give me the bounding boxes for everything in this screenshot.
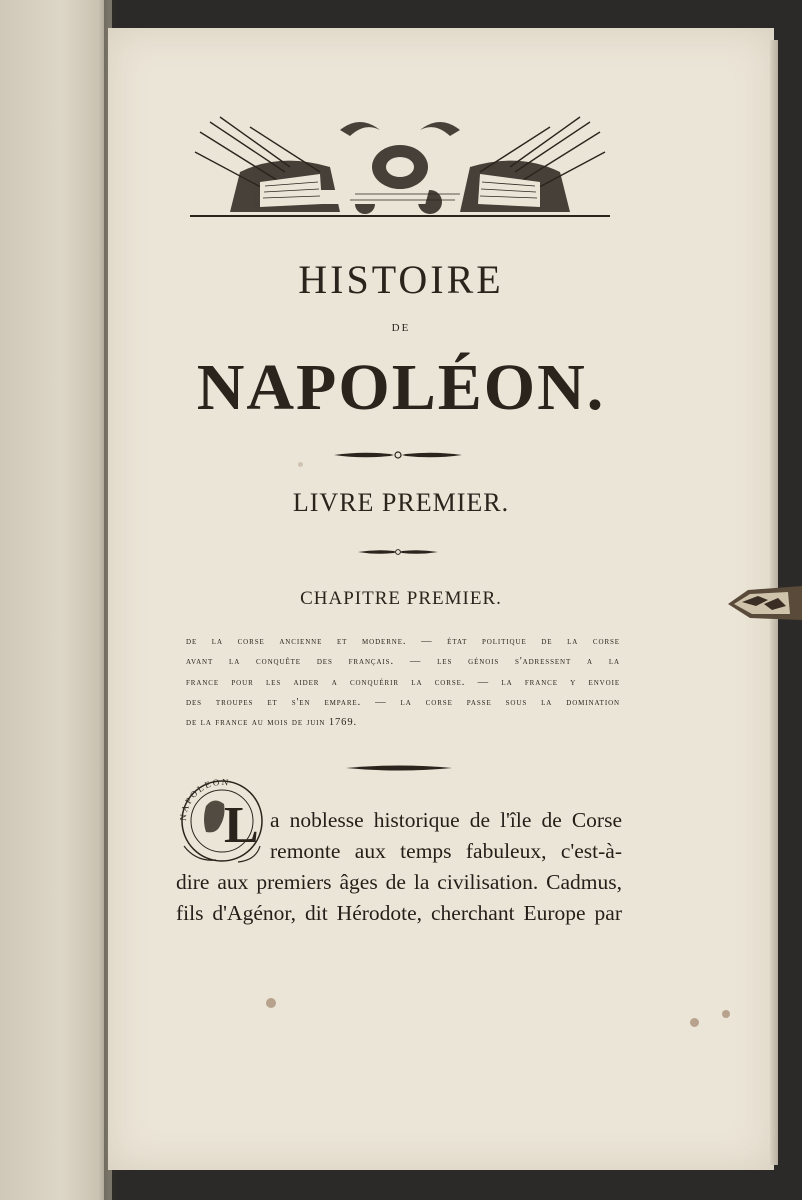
title-histoire: HISTOIRE [298, 257, 504, 302]
chapter-heading: CHAPITRE PREMIER. [300, 588, 502, 609]
chapter-summary [186, 632, 620, 733]
body-line: dire aux premiers âges de la civilisation. Cadmus, [176, 870, 622, 894]
ornamental-rule [332, 448, 464, 462]
foxing-spot [690, 1018, 699, 1027]
body-text [176, 805, 622, 929]
body-line: fils d'Agénor, dit Hérodote, cherchant Europe par [176, 901, 622, 925]
foxing-spot [266, 998, 276, 1008]
engraved-trophy-vignette [190, 112, 610, 222]
body-line: remonte aux temps fabuleux, c'est-à- [270, 839, 622, 863]
ornamental-rule [344, 763, 454, 773]
dropcap-ring-text: NAPOLEON [177, 776, 231, 822]
livre-heading: LIVRE PREMIER. [292, 488, 510, 517]
summary-line: de la france au mois de juin 1769. [186, 717, 357, 729]
summary-line: de la corse ancienne et moderne. — état politique de la corse [186, 636, 620, 647]
foxing-spot [298, 462, 303, 467]
title-de: DE [391, 322, 411, 334]
summary-line: avant la conquête des français. — les génois s'adressent a la [186, 656, 620, 668]
body-line: a noblesse historique de l'île de Corse [270, 808, 622, 832]
dropcap-letter: L [224, 797, 259, 854]
ornamental-rule [356, 546, 440, 558]
summary-line: des troupes et s'en empare. — la corse passe sous la domination [186, 696, 620, 708]
summary-line: france pour les aider a conquérir la corse. — la france y envoie [186, 676, 620, 688]
foxing-spot [722, 1010, 730, 1018]
title-napoleon: NAPOLÉON. [196, 351, 606, 424]
